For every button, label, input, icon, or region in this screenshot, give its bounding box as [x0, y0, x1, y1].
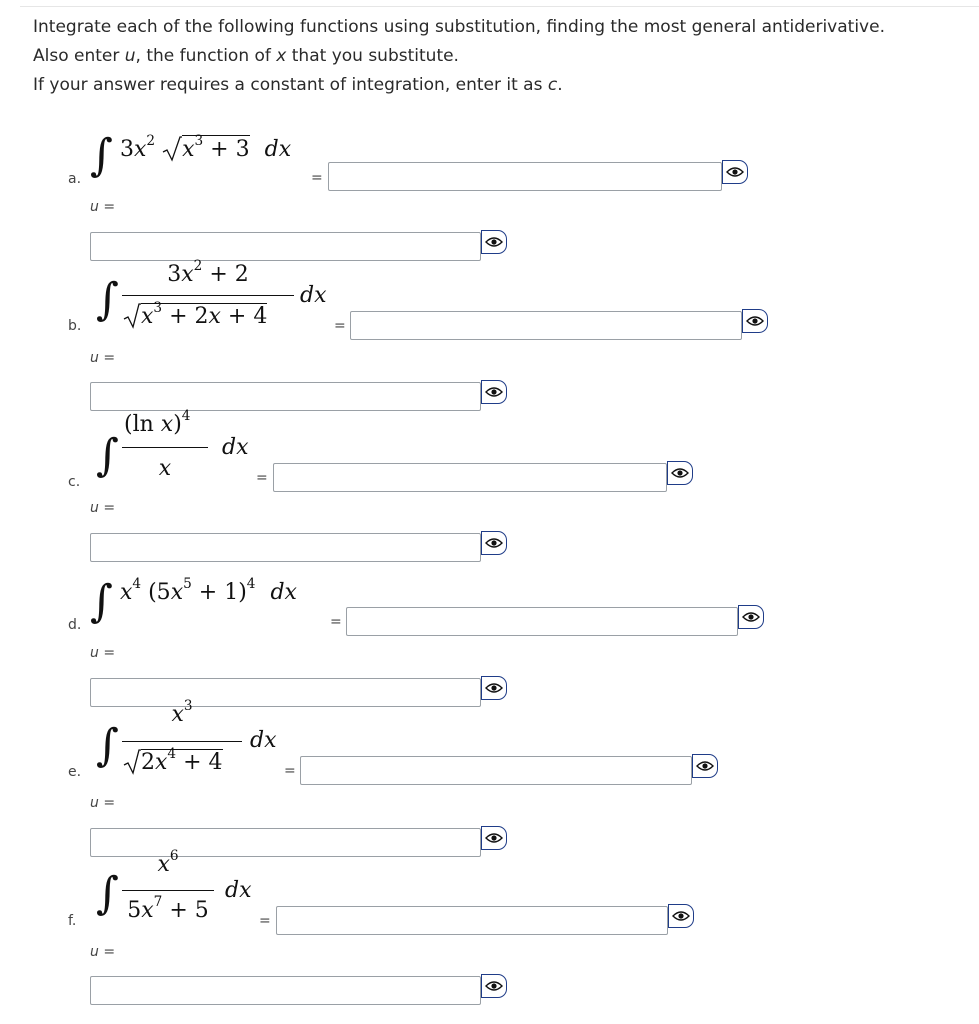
fraction-bar [122, 890, 214, 891]
integral-sign: ∫ [96, 868, 119, 919]
top-divider [20, 6, 979, 7]
preview-button[interactable] [722, 160, 748, 184]
answer-input[interactable] [273, 463, 667, 492]
fraction-bar [122, 295, 294, 296]
answer-input[interactable] [346, 607, 738, 636]
u-label: u = [90, 795, 116, 811]
fraction-bar [122, 447, 208, 448]
sqrt-sign [162, 136, 182, 162]
eye-icon [485, 236, 503, 248]
u-preview-button[interactable] [481, 380, 507, 404]
u-preview-button[interactable] [481, 230, 507, 254]
sqrt-sign [123, 303, 141, 329]
problem-label: c. [68, 474, 81, 490]
eye-icon [671, 467, 689, 479]
instruction-line-3 [33, 74, 563, 96]
eye-icon [485, 682, 503, 694]
integral-sign: ∫ [90, 130, 113, 181]
preview-button[interactable] [692, 754, 718, 778]
problem-label: a. [68, 171, 82, 187]
preview-button[interactable] [742, 309, 768, 333]
integral-sign: ∫ [96, 274, 119, 325]
dx: dx [225, 878, 252, 903]
u-input[interactable] [90, 382, 481, 411]
numerator: $3x^2 + 2$ [167, 258, 249, 287]
problem-label: d. [68, 617, 82, 633]
u-label: u = [90, 199, 116, 215]
instruction-var-x: x [276, 46, 287, 66]
equals-sign: = [311, 170, 323, 186]
answer-input[interactable] [328, 162, 722, 191]
eye-icon [742, 611, 760, 623]
denominator: $2x^4 + 4$ [123, 749, 247, 775]
equals-sign: = [259, 913, 271, 929]
instruction-text-2a: Also enter [33, 46, 125, 66]
integral-sign: ∫ [96, 720, 119, 771]
instruction-text-3a: If your answer requires a constant of integration, enter it as [33, 75, 548, 95]
problem-label: e. [68, 764, 82, 780]
eye-icon [672, 910, 690, 922]
sqrt-sign [123, 749, 141, 775]
instruction-text-2c: that you substitute. [286, 46, 459, 66]
u-label: u = [90, 944, 116, 960]
instruction-var-c: c [547, 75, 558, 95]
instruction-line-2 [33, 45, 459, 67]
equals-sign: = [330, 614, 342, 630]
eye-icon [485, 537, 503, 549]
dx: dx [270, 580, 297, 605]
answer-input[interactable] [300, 756, 692, 785]
dx: dx [222, 435, 249, 460]
equals-sign: = [334, 318, 346, 334]
numerator: (ln x)$^4$ [124, 408, 191, 437]
instruction-var-u: u [124, 46, 136, 66]
eye-icon [485, 832, 503, 844]
eye-icon [696, 760, 714, 772]
u-input[interactable] [90, 232, 481, 261]
fraction-bar [122, 741, 242, 742]
u-preview-button[interactable] [481, 974, 507, 998]
equals-sign: = [284, 763, 296, 779]
u-input[interactable] [90, 533, 481, 562]
u-label: u = [90, 350, 116, 366]
preview-button[interactable] [667, 461, 693, 485]
u-label: u = [90, 500, 116, 516]
eye-icon [726, 166, 744, 178]
problem-label: f. [68, 913, 77, 929]
integrand: $x^4$ $(5x^5 + 1)^4$ dx [120, 576, 297, 605]
denominator: $x^3 + 2x + 4$ [123, 303, 295, 329]
eye-icon [485, 980, 503, 992]
instruction-line-1 [33, 16, 885, 38]
denominator: x [158, 456, 172, 481]
u-input[interactable] [90, 976, 481, 1005]
integral-sign: ∫ [96, 430, 119, 481]
numerator: $x^3$ [171, 698, 193, 727]
dx: dx [264, 137, 292, 162]
integral-sign: ∫ [90, 576, 113, 627]
dx: dx [300, 283, 327, 308]
eye-icon [746, 315, 764, 327]
integrand: $3x^2$ $x^3 + 3$ dx [120, 133, 292, 162]
preview-button[interactable] [738, 605, 764, 629]
denominator: $5x^7 + 5$ [127, 894, 209, 923]
u-preview-button[interactable] [481, 826, 507, 850]
u-label: u = [90, 645, 116, 661]
problem-label: b. [68, 318, 82, 334]
eye-icon [485, 386, 503, 398]
answer-input[interactable] [350, 311, 742, 340]
dx: dx [250, 728, 277, 753]
u-preview-button[interactable] [481, 676, 507, 700]
answer-input[interactable] [276, 906, 668, 935]
instruction-text-1: Integrate each of the following functions using substitution, finding the most general antiderivative. [33, 17, 885, 37]
instruction-text-3b: . [557, 75, 563, 95]
u-preview-button[interactable] [481, 531, 507, 555]
preview-button[interactable] [668, 904, 694, 928]
numerator: $x^6$ [157, 848, 179, 877]
instruction-text-2b: , the function of [135, 46, 277, 66]
equals-sign: = [256, 470, 268, 486]
